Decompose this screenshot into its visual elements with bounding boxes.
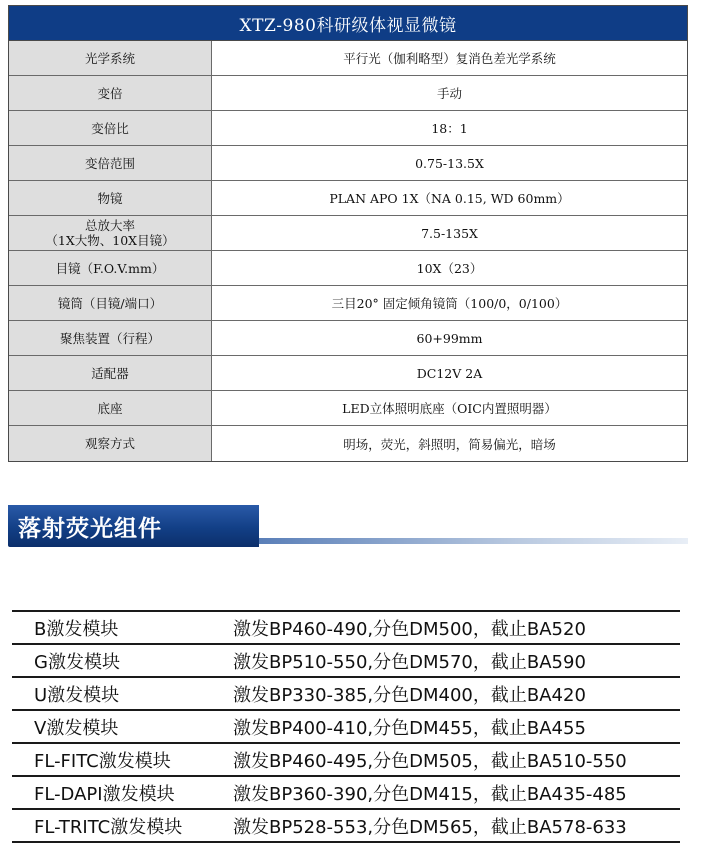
- module-name: FL-FITC激发模块: [34, 750, 171, 772]
- module-name: FL-DAPI激发模块: [34, 783, 175, 805]
- module-name: G激发模块: [34, 651, 120, 673]
- module-row: [12, 744, 680, 777]
- spec-value: 三目20° 固定倾角镜筒（100/0，0/100）: [212, 286, 687, 320]
- spec-value: 手动: [212, 76, 687, 110]
- module-name: B激发模块: [34, 618, 119, 640]
- spec-row: [9, 111, 687, 146]
- module-row: [12, 777, 680, 810]
- spec-row: [9, 426, 687, 461]
- module-spec: 激发BP330-385,分色DM400，截止BA420: [233, 684, 586, 706]
- spec-value: 明场，荧光，斜照明，简易偏光，暗场: [212, 426, 687, 461]
- module-name: FL-TRITC激发模块: [34, 816, 183, 838]
- spec-value: DC12V 2A: [212, 356, 687, 390]
- spec-table: [8, 5, 688, 462]
- module-row: [12, 711, 680, 744]
- module-row: [12, 612, 680, 645]
- module-spec: 激发BP510-550,分色DM570，截止BA590: [233, 651, 586, 673]
- module-name: V激发模块: [34, 717, 119, 739]
- module-spec: 激发BP528-553,分色DM565，截止BA578-633: [233, 816, 627, 838]
- spec-label: 物镜: [9, 181, 212, 215]
- spec-row: [9, 391, 687, 426]
- section-title: 落射荧光组件: [8, 505, 259, 547]
- spec-row: [9, 251, 687, 286]
- spec-label: 目镜（F.O.V.mm）: [9, 251, 212, 285]
- spec-value: 10X（23）: [212, 251, 687, 285]
- banner-divider: [259, 538, 688, 544]
- module-row: [12, 810, 680, 843]
- spec-label: 变倍比: [9, 111, 212, 145]
- spec-row: [9, 41, 687, 76]
- spec-row: [9, 76, 687, 111]
- spec-row: [9, 181, 687, 216]
- spec-value: PLAN APO 1X（NA 0.15, WD 60mm）: [212, 181, 687, 215]
- spec-value: LED立体照明底座（OIC内置照明器）: [212, 391, 687, 425]
- spec-row: [9, 146, 687, 181]
- spec-label: 总放大率 （1X大物、10X目镜）: [9, 216, 212, 250]
- spec-row: [9, 321, 687, 356]
- spec-row: [9, 356, 687, 391]
- module-spec: 激发BP360-390,分色DM415，截止BA435-485: [233, 783, 627, 805]
- spec-label: 光学系统: [9, 41, 212, 75]
- spec-label: 变倍范围: [9, 146, 212, 180]
- spec-value: 0.75-13.5X: [212, 146, 687, 180]
- module-spec: 激发BP400-410,分色DM455，截止BA455: [233, 717, 586, 739]
- spec-value: 18：1: [212, 111, 687, 145]
- spec-row: [9, 286, 687, 321]
- spec-label: 观察方式: [9, 426, 212, 461]
- section-banner: [8, 505, 688, 547]
- spec-label: 底座: [9, 391, 212, 425]
- spec-label: 镜筒（目镜/端口）: [9, 286, 212, 320]
- module-row: [12, 645, 680, 678]
- spec-table-title: XTZ-980科研级体视显微镜: [9, 6, 687, 41]
- module-table: [12, 610, 680, 843]
- module-name: U激发模块: [34, 684, 120, 706]
- module-row: [12, 678, 680, 711]
- spec-row: [9, 216, 687, 251]
- spec-label: 适配器: [9, 356, 212, 390]
- spec-value: 平行光（伽利略型）复消色差光学系统: [212, 41, 687, 75]
- spec-label: 变倍: [9, 76, 212, 110]
- spec-value: 60+99mm: [212, 321, 687, 355]
- spec-value: 7.5-135X: [212, 216, 687, 250]
- module-spec: 激发BP460-495,分色DM505，截止BA510-550: [233, 750, 627, 772]
- module-spec: 激发BP460-490,分色DM500，截止BA520: [233, 618, 586, 640]
- spec-label: 聚焦装置（行程）: [9, 321, 212, 355]
